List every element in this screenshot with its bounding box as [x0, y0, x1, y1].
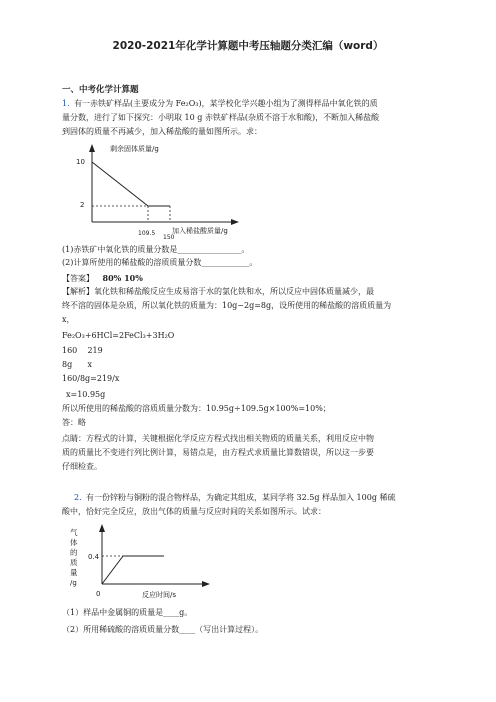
q1-analysis-line	[62, 286, 374, 298]
q2-chart	[66, 522, 236, 602]
q2-subquestion-2: （2）所用稀硫酸的溶质质量分数____（写出计算过程）。	[62, 625, 264, 634]
q1-comment-line: 仔细检查。	[62, 462, 102, 471]
q2-x-arrow	[202, 581, 210, 587]
answer-label: 【答案】	[62, 274, 94, 283]
q1-x-tick-150: 150	[163, 234, 175, 240]
q1-ratio-line: 8g x	[62, 360, 92, 369]
q2-data-line-slope	[102, 556, 123, 584]
q2-y-label-char: 体	[70, 538, 78, 547]
q2-y-tick-0-4: 0.4	[88, 553, 100, 561]
q1-y-tick-10: 10	[76, 158, 85, 166]
q2-subquestion-1: （1）样品中金属铜的质量是____g。	[62, 608, 193, 617]
page-title: 2020-2021年化学计算题中考压轴题分类汇编（word）	[112, 40, 384, 52]
analysis-label: 【解析】	[62, 287, 94, 296]
q1-reply: 答：略	[62, 418, 86, 427]
q2-y-arrow	[99, 524, 105, 532]
q1-data-line-slope	[92, 162, 148, 206]
q1-result: x=10.95g	[66, 390, 106, 399]
q1-text-line: 量分数，进行了如下探究：小明取 10 g 赤铁矿样品(杂质不溶于水和酸)，不断加入稀盐酸	[62, 113, 380, 122]
section-heading: 一、中考化学计算题	[62, 85, 139, 95]
q1-x-tick-109-5: 109.5	[138, 230, 156, 237]
q2-y-label-char: 量	[70, 568, 78, 577]
q1-x-arrow	[231, 219, 239, 225]
q1-text-line: 有一赤铁矿样品(主要成分为 Fe₂O₃)，某学校化学兴趣小组为了测得样品中氧化铁的质	[74, 99, 378, 108]
q1-ratio-line: 160 219	[62, 346, 103, 355]
answer-value: 80% 10%	[102, 273, 143, 283]
q1-answer	[62, 272, 143, 285]
q2-y-label-char: /g	[70, 579, 77, 587]
q2-text-line: 有一份锌粉与铜粉的混合物样品，为确定其组成，某同学将 32.5g 样品加入 100g 稀硫	[86, 493, 396, 502]
q1-analysis-line: x，	[62, 315, 75, 324]
q2-number: 2.	[74, 493, 82, 502]
q1-subquestion-2: (2)计算所使用的稀盐酸的溶质质量分数____________。	[62, 258, 258, 267]
analysis-text: 氧化铁和稀盐酸反应生成易溶于水的氯化铁和水，所以反应中固体质量减少，最	[94, 287, 374, 296]
q2-origin-label: 0	[96, 590, 101, 598]
q2-text-line: 酸中，恰好完全反应，放出气体的质量与反应时间的关系如图所示。试求：	[62, 507, 326, 516]
q1-ratio-line: 160/8g=219/x	[62, 374, 120, 383]
q2-y-label-char: 质	[70, 558, 78, 567]
q1-subquestion-1: (1)赤铁矿中氧化铁的质量分数是________________。	[62, 245, 250, 254]
q1-y-arrow	[89, 144, 95, 152]
q1-chart	[70, 140, 250, 240]
q1-y-tick-2: 2	[80, 201, 85, 209]
q2-y-label-char: 的	[70, 548, 78, 557]
q1-analysis-line: 终不溶的固体是杂质，所以氧化铁的质量为：10g−2g=8g，设所使用的稀盐酸的溶质质量为	[62, 301, 392, 310]
q2-y-label-char: 气	[70, 528, 78, 537]
q1-y-label: 剩余固体质量/g	[110, 145, 159, 153]
q1-comment-line: 质的质量比不变进行列比例计算，易错点是，由方程式求质量比算数错误，所以这一步要	[62, 448, 374, 457]
q1-x-label: 加入稀盐酸质量/g	[172, 227, 228, 235]
q1-conclusion: 所以所使用的稀盐酸的溶质质量分数为：10.95g÷109.5g×100%=10%；	[62, 404, 331, 413]
q2-x-label: 反应时间/s	[142, 591, 177, 599]
q1-text-line: 到固体的质量不再减少，加入稀盐酸的量如图所示。求：	[62, 127, 262, 136]
q1-comment-line: 点睛：方程式的计算，关键根据化学反应方程式找出相关物质的质量关系，利用反应中物	[62, 434, 374, 443]
q1-number: 1.	[62, 99, 70, 108]
q1-equation: Fe₂O₃+6HCl=2FeCl₃+3H₂O	[62, 331, 175, 340]
